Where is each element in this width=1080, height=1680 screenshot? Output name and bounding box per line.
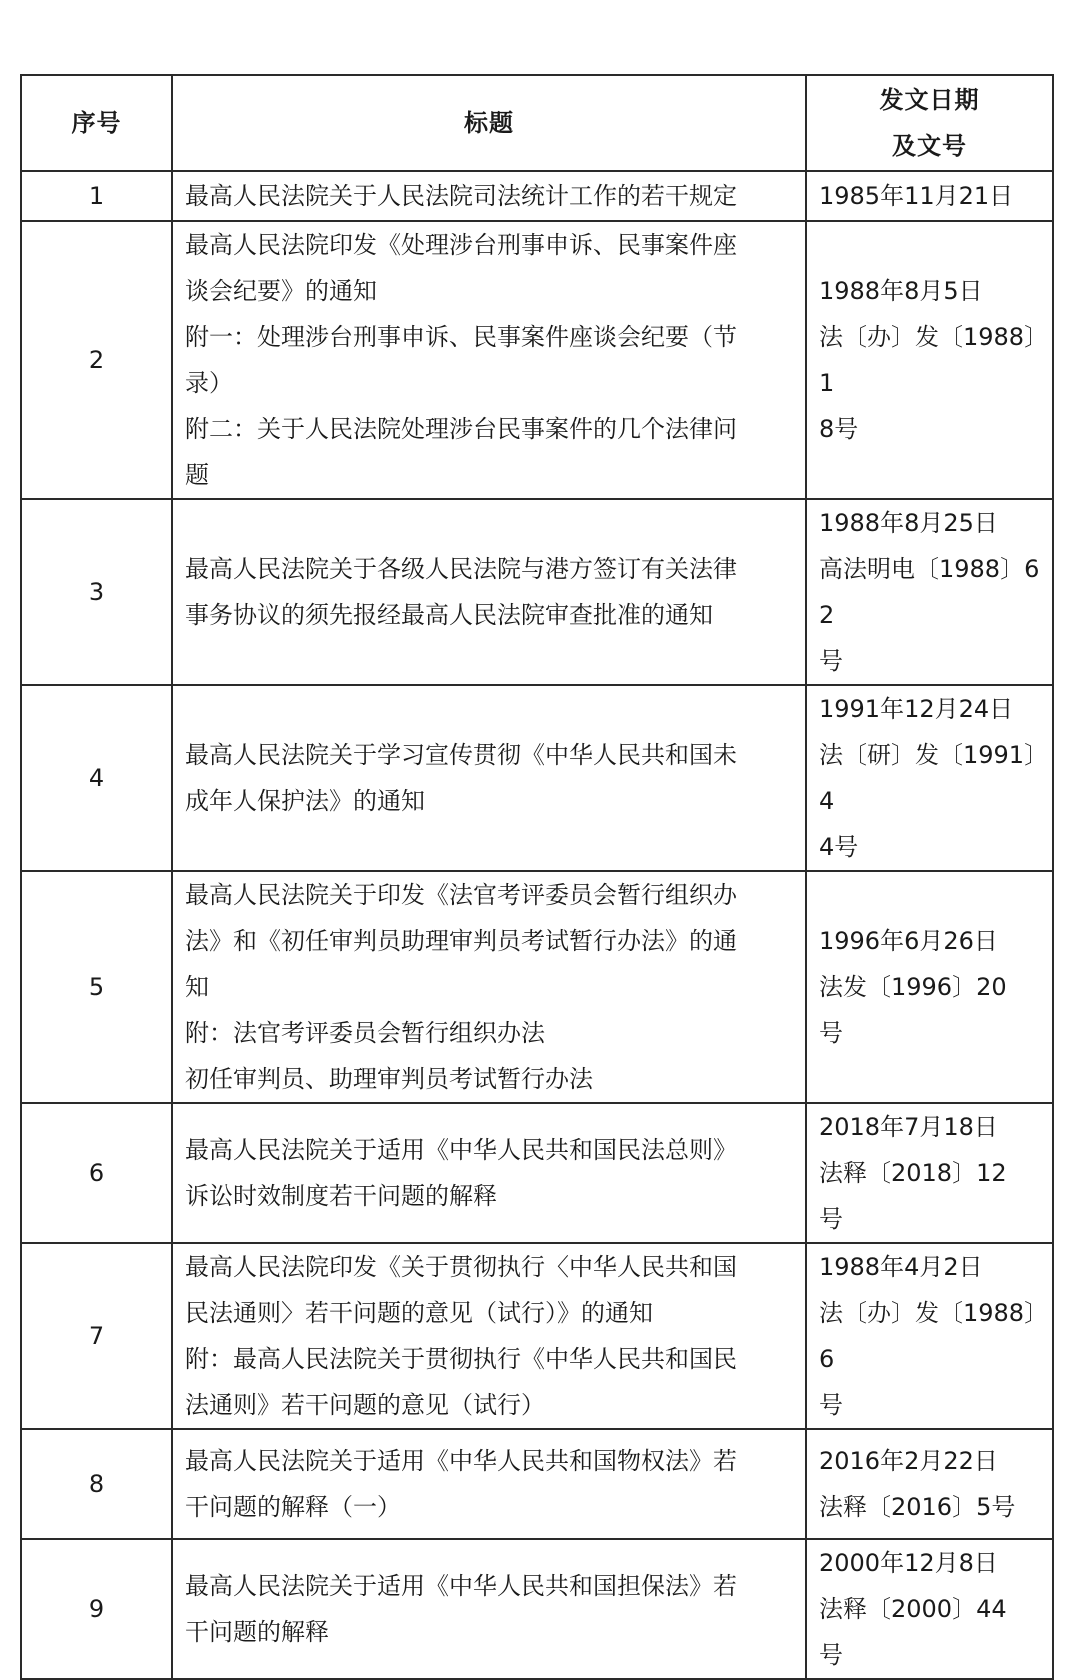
row-title (172, 1243, 806, 1429)
date-line: 号 (819, 647, 843, 675)
row-title (172, 1539, 806, 1679)
title-line: 最高人民法院关于适用《中华人民共和国物权法》若 (185, 1447, 737, 1475)
title-line: 干问题的解释（一） (185, 1493, 401, 1521)
date-line: 1988年8月5日 (819, 277, 983, 305)
title-line: 附：最高人民法院关于贯彻执行《中华人民共和国民 (185, 1345, 737, 1373)
title-line: 民法通则〉若干问题的意见（试行）》的通知 (185, 1299, 653, 1327)
header-title: 标题 (172, 75, 806, 171)
title-line: 法通则》若干问题的意见（试行） (185, 1391, 545, 1419)
row-date-docno (806, 1243, 1053, 1429)
row-date-docno (806, 499, 1053, 685)
date-line: 号 (819, 1391, 843, 1419)
table-row (21, 499, 1053, 685)
date-line: 法释〔2000〕44 (819, 1595, 1007, 1623)
row-number: 5 (21, 871, 172, 1103)
row-number: 4 (21, 685, 172, 871)
table-row (21, 871, 1053, 1103)
table-header (21, 75, 1053, 171)
date-line: 号 (819, 1019, 843, 1047)
date-line: 2018年7月18日 (819, 1113, 998, 1141)
row-title (172, 1103, 806, 1243)
title-line: 最高人民法院印发《处理涉台刑事申诉、民事案件座 (185, 231, 737, 259)
date-line: 法释〔2016〕5号 (819, 1493, 1016, 1521)
date-line: 1985年11月21日 (819, 182, 1014, 210)
title-line: 最高人民法院关于适用《中华人民共和国民法总则》 (185, 1136, 737, 1164)
table-row (21, 1243, 1053, 1429)
title-line: 最高人民法院关于适用《中华人民共和国担保法》若 (185, 1572, 737, 1600)
title-line: 干问题的解释 (185, 1618, 329, 1646)
title-line: 成年人保护法》的通知 (185, 787, 425, 815)
title-line: 附一：处理涉台刑事申诉、民事案件座谈会纪要（节 (185, 323, 737, 351)
row-date-docno (806, 221, 1053, 499)
header-num: 序号 (21, 75, 172, 171)
date-line: 1988年8月25日 (819, 509, 998, 537)
row-number: 3 (21, 499, 172, 685)
header-date-line2: 及文号 (892, 132, 967, 160)
date-line: 2000年12月8日 (819, 1549, 998, 1577)
title-line: 法》和《初任审判员助理审判员考试暂行办法》的通 (185, 927, 737, 955)
title-line: 谈会纪要》的通知 (185, 277, 377, 305)
document-table (20, 74, 1054, 1680)
title-line: 诉讼时效制度若干问题的解释 (185, 1182, 497, 1210)
title-line: 最高人民法院关于人民法院司法统计工作的若干规定 (185, 182, 737, 210)
row-title (172, 171, 806, 221)
title-line: 附二：关于人民法院处理涉台民事案件的几个法律问 (185, 415, 737, 443)
row-number: 1 (21, 171, 172, 221)
date-line: 2016年2月22日 (819, 1447, 998, 1475)
table-row (21, 221, 1053, 499)
title-line: 附：法官考评委员会暂行组织办法 (185, 1019, 545, 1047)
title-line: 知 (185, 973, 209, 1001)
row-title (172, 499, 806, 685)
table-body (21, 171, 1053, 1679)
title-line: 最高人民法院关于学习宣传贯彻《中华人民共和国未 (185, 741, 737, 769)
row-number: 7 (21, 1243, 172, 1429)
title-line: 最高人民法院关于各级人民法院与港方签订有关法律 (185, 555, 737, 583)
date-line: 法〔办〕发〔1988〕1 (819, 323, 1037, 397)
header-date-line1: 发文日期 (879, 86, 980, 114)
title-line: 初任审判员、助理审判员考试暂行办法 (185, 1065, 593, 1093)
title-line: 事务协议的须先报经最高人民法院审查批准的通知 (185, 601, 713, 629)
row-title (172, 871, 806, 1103)
date-line: 4号 (819, 833, 859, 861)
date-line: 法〔研〕发〔1991〕4 (819, 741, 1037, 815)
date-line: 高法明电〔1988〕62 (819, 555, 1040, 629)
title-line: 录） (185, 369, 233, 397)
table-row (21, 685, 1053, 871)
row-number: 9 (21, 1539, 172, 1679)
date-line: 法发〔1996〕20 (819, 973, 1007, 1001)
date-line: 号 (819, 1641, 843, 1669)
title-line: 最高人民法院关于印发《法官考评委员会暂行组织办 (185, 881, 737, 909)
date-line: 1996年6月26日 (819, 927, 998, 955)
table-row (21, 1539, 1053, 1679)
row-date-docno (806, 685, 1053, 871)
row-date-docno (806, 1103, 1053, 1243)
row-title (172, 1429, 806, 1539)
row-number: 6 (21, 1103, 172, 1243)
table-row (21, 171, 1053, 221)
row-date-docno (806, 1539, 1053, 1679)
date-line: 8号 (819, 415, 859, 443)
table-row (21, 1429, 1053, 1539)
row-number: 8 (21, 1429, 172, 1539)
table-row (21, 1103, 1053, 1243)
row-number: 2 (21, 221, 172, 499)
row-date-docno (806, 1429, 1053, 1539)
title-line: 题 (185, 461, 209, 489)
row-date-docno (806, 171, 1053, 221)
date-line: 号 (819, 1205, 843, 1233)
date-line: 1991年12月24日 (819, 695, 1014, 723)
header-date (806, 75, 1053, 171)
date-line: 1988年4月2日 (819, 1253, 983, 1281)
row-date-docno (806, 871, 1053, 1103)
date-line: 法释〔2018〕12 (819, 1159, 1007, 1187)
date-line: 法〔办〕发〔1988〕6 (819, 1299, 1037, 1373)
title-line: 最高人民法院印发《关于贯彻执行〈中华人民共和国 (185, 1253, 737, 1281)
row-title (172, 221, 806, 499)
row-title (172, 685, 806, 871)
